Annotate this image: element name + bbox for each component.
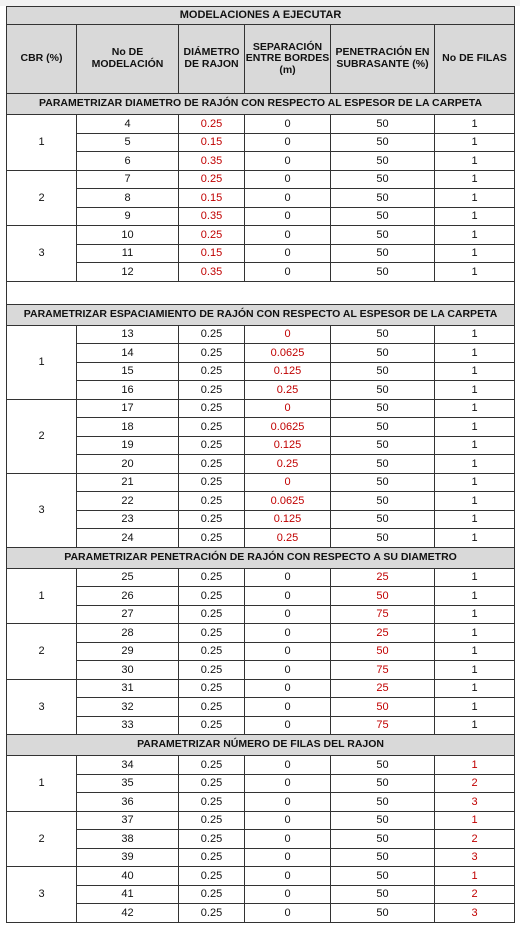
cbr-group: [7, 115, 515, 171]
section-title: PARAMETRIZAR NÚMERO DE FILAS DEL RAJON: [7, 735, 515, 756]
cell-diametro: 0.25: [179, 642, 245, 661]
table-row: [7, 510, 515, 529]
cell-penetracion: 75: [331, 605, 435, 624]
cell-filas: 1: [435, 244, 515, 263]
cell-separacion: 0: [245, 133, 331, 152]
cell-filas: 2: [435, 830, 515, 849]
cell-filas: 1: [435, 568, 515, 587]
column-header-row: [7, 25, 515, 94]
cbr-group: [7, 756, 515, 812]
table-row: [7, 244, 515, 263]
section-3: [7, 547, 515, 568]
cell-no-modelacion: 17: [77, 399, 179, 418]
cell-filas: 1: [435, 207, 515, 226]
cell-diametro: 0.25: [179, 811, 245, 830]
cell-no-modelacion: 22: [77, 492, 179, 511]
cbr-group: [7, 679, 515, 735]
cell-penetracion: 25: [331, 679, 435, 698]
cell-no-modelacion: 23: [77, 510, 179, 529]
cell-diametro: 0.25: [179, 170, 245, 189]
cell-separacion: 0: [245, 811, 331, 830]
cell-penetracion: 50: [331, 133, 435, 152]
cell-diametro: 0.25: [179, 529, 245, 548]
table-row: [7, 587, 515, 606]
cell-penetracion: 50: [331, 207, 435, 226]
cell-no-modelacion: 24: [77, 529, 179, 548]
cell-penetracion: 50: [331, 344, 435, 363]
cell-filas: 3: [435, 904, 515, 923]
table-row: [7, 867, 515, 886]
table-row: [7, 207, 515, 226]
table-row: [7, 492, 515, 511]
cell-diametro: 0.25: [179, 793, 245, 812]
cell-separacion: 0: [245, 848, 331, 867]
table-row: [7, 362, 515, 381]
table-row: [7, 605, 515, 624]
cell-diametro: 0.25: [179, 568, 245, 587]
cell-filas: 1: [435, 226, 515, 245]
cell-filas: 1: [435, 492, 515, 511]
cell-no-modelacion: 31: [77, 679, 179, 698]
cell-separacion: 0: [245, 904, 331, 923]
cell-filas: 1: [435, 811, 515, 830]
cell-penetracion: 50: [331, 867, 435, 886]
spacer-cell: [7, 281, 515, 304]
cell-no-modelacion: 35: [77, 774, 179, 793]
cell-filas: 1: [435, 399, 515, 418]
cell-no-modelacion: 27: [77, 605, 179, 624]
spacer-row: [7, 281, 515, 304]
cell-separacion: 0: [245, 885, 331, 904]
cell-separacion: 0: [245, 226, 331, 245]
cbr-group: [7, 325, 515, 399]
cell-filas: 1: [435, 325, 515, 344]
cell-separacion: 0: [245, 325, 331, 344]
cell-penetracion: 50: [331, 244, 435, 263]
cell-penetracion: 50: [331, 492, 435, 511]
table-row: [7, 848, 515, 867]
cell-cbr: 1: [7, 568, 77, 624]
section-title-row: [7, 735, 515, 756]
cell-penetracion: 50: [331, 811, 435, 830]
cell-diametro: 0.25: [179, 848, 245, 867]
cell-cbr: 3: [7, 867, 77, 923]
cell-no-modelacion: 18: [77, 418, 179, 437]
table-row: [7, 170, 515, 189]
cell-filas: 1: [435, 756, 515, 775]
cell-separacion: 0: [245, 624, 331, 643]
cell-separacion: 0: [245, 587, 331, 606]
cell-diametro: 0.25: [179, 605, 245, 624]
table-row: [7, 115, 515, 134]
cell-separacion: 0.25: [245, 381, 331, 400]
header-penetracion: PENETRACIÓN EN SUBRASANTE (%): [331, 25, 435, 94]
cell-separacion: 0: [245, 830, 331, 849]
cell-separacion: 0: [245, 189, 331, 208]
cell-penetracion: 50: [331, 698, 435, 717]
cell-penetracion: 50: [331, 510, 435, 529]
cell-no-modelacion: 33: [77, 716, 179, 735]
cell-separacion: 0.25: [245, 529, 331, 548]
cell-no-modelacion: 12: [77, 263, 179, 282]
section-title: PARAMETRIZAR PENETRACIÓN DE RAJÓN CON RESPECTO A SU DIAMETRO: [7, 547, 515, 568]
cell-diametro: 0.25: [179, 904, 245, 923]
cell-no-modelacion: 41: [77, 885, 179, 904]
cell-penetracion: 50: [331, 774, 435, 793]
cell-diametro: 0.25: [179, 830, 245, 849]
cell-separacion: 0: [245, 774, 331, 793]
table-row: [7, 133, 515, 152]
cell-diametro: 0.25: [179, 716, 245, 735]
cbr-group: [7, 399, 515, 473]
cell-diametro: 0.25: [179, 492, 245, 511]
table-row: [7, 756, 515, 775]
table-row: [7, 568, 515, 587]
section-title-row: [7, 547, 515, 568]
cell-penetracion: 50: [331, 152, 435, 171]
cell-no-modelacion: 32: [77, 698, 179, 717]
cell-diametro: 0.25: [179, 362, 245, 381]
cell-filas: 1: [435, 510, 515, 529]
cell-filas: 1: [435, 679, 515, 698]
cell-separacion: 0.125: [245, 362, 331, 381]
cell-separacion: 0: [245, 473, 331, 492]
cell-penetracion: 50: [331, 756, 435, 775]
table-row: [7, 226, 515, 245]
cell-no-modelacion: 11: [77, 244, 179, 263]
cell-no-modelacion: 6: [77, 152, 179, 171]
cell-diametro: 0.25: [179, 399, 245, 418]
table-row: [7, 661, 515, 680]
header-diametro: DIÁMETRO DE RAJON: [179, 25, 245, 94]
cell-diametro: 0.25: [179, 115, 245, 134]
table-row: [7, 774, 515, 793]
cell-separacion: 0.25: [245, 455, 331, 474]
cell-diametro: 0.25: [179, 436, 245, 455]
table-row: [7, 698, 515, 717]
cell-diametro: 0.35: [179, 207, 245, 226]
table-row: [7, 473, 515, 492]
cbr-group: [7, 624, 515, 680]
cell-cbr: 2: [7, 399, 77, 473]
table-row: [7, 399, 515, 418]
cell-filas: 1: [435, 642, 515, 661]
header-separacion: SEPARACIÓN ENTRE BORDES (m): [245, 25, 331, 94]
cbr-group: [7, 811, 515, 867]
cell-no-modelacion: 40: [77, 867, 179, 886]
cell-penetracion: 50: [331, 263, 435, 282]
cell-filas: 1: [435, 263, 515, 282]
cell-filas: 1: [435, 605, 515, 624]
cell-filas: 1: [435, 529, 515, 548]
cell-no-modelacion: 10: [77, 226, 179, 245]
header-no-modelacion: No DE MODELACIÓN: [77, 25, 179, 94]
cell-filas: 1: [435, 362, 515, 381]
cell-penetracion: 50: [331, 170, 435, 189]
cell-no-modelacion: 5: [77, 133, 179, 152]
cell-penetracion: 50: [331, 115, 435, 134]
title-row: [7, 7, 515, 25]
cell-no-modelacion: 8: [77, 189, 179, 208]
cell-filas: 1: [435, 661, 515, 680]
cell-separacion: 0: [245, 793, 331, 812]
cell-diametro: 0.25: [179, 344, 245, 363]
cell-separacion: 0: [245, 152, 331, 171]
cell-cbr: 3: [7, 473, 77, 547]
cell-diametro: 0.25: [179, 226, 245, 245]
cell-filas: 1: [435, 344, 515, 363]
table-row: [7, 885, 515, 904]
table-row: [7, 381, 515, 400]
cbr-group: [7, 170, 515, 226]
section-title: PARAMETRIZAR ESPACIAMIENTO DE RAJÓN CON RESPECTO AL ESPESOR DE LA CARPETA: [7, 304, 515, 325]
table-row: [7, 642, 515, 661]
cell-cbr: 3: [7, 226, 77, 282]
table-row: [7, 793, 515, 812]
cell-separacion: 0: [245, 170, 331, 189]
table-row: [7, 455, 515, 474]
cell-diametro: 0.15: [179, 244, 245, 263]
cell-no-modelacion: 25: [77, 568, 179, 587]
cell-penetracion: 50: [331, 381, 435, 400]
cell-no-modelacion: 19: [77, 436, 179, 455]
table-row: [7, 189, 515, 208]
cell-penetracion: 50: [331, 904, 435, 923]
cell-filas: 1: [435, 455, 515, 474]
cell-filas: 3: [435, 793, 515, 812]
cell-diametro: 0.25: [179, 661, 245, 680]
cell-no-modelacion: 42: [77, 904, 179, 923]
section-title-row: [7, 304, 515, 325]
cell-penetracion: 50: [331, 418, 435, 437]
header-cbr: CBR (%): [7, 25, 77, 94]
cell-no-modelacion: 21: [77, 473, 179, 492]
table-row: [7, 344, 515, 363]
cbr-group: [7, 226, 515, 282]
cell-penetracion: 50: [331, 455, 435, 474]
cell-no-modelacion: 13: [77, 325, 179, 344]
cell-separacion: 0: [245, 207, 331, 226]
cell-diametro: 0.25: [179, 418, 245, 437]
cell-filas: 1: [435, 133, 515, 152]
section-title: PARAMETRIZAR DIAMETRO DE RAJÓN CON RESPECTO AL ESPESOR DE LA CARPETA: [7, 94, 515, 115]
table-row: [7, 436, 515, 455]
section-1: [7, 94, 515, 115]
cell-no-modelacion: 20: [77, 455, 179, 474]
cell-filas: 1: [435, 587, 515, 606]
cell-penetracion: 75: [331, 716, 435, 735]
cell-diametro: 0.25: [179, 587, 245, 606]
cell-no-modelacion: 15: [77, 362, 179, 381]
cell-diametro: 0.15: [179, 133, 245, 152]
cell-filas: 3: [435, 848, 515, 867]
cbr-group: [7, 568, 515, 624]
cell-penetracion: 50: [331, 399, 435, 418]
table-row: [7, 263, 515, 282]
cell-filas: 1: [435, 381, 515, 400]
cell-no-modelacion: 7: [77, 170, 179, 189]
cell-diametro: 0.25: [179, 510, 245, 529]
cell-separacion: 0: [245, 605, 331, 624]
cell-cbr: 2: [7, 170, 77, 226]
cell-separacion: 0: [245, 642, 331, 661]
cell-penetracion: 25: [331, 624, 435, 643]
cell-separacion: 0.125: [245, 510, 331, 529]
cell-separacion: 0.125: [245, 436, 331, 455]
cell-separacion: 0.0625: [245, 492, 331, 511]
table-head: [7, 7, 515, 94]
cell-filas: 1: [435, 698, 515, 717]
cell-separacion: 0: [245, 399, 331, 418]
cell-penetracion: 75: [331, 661, 435, 680]
cell-no-modelacion: 39: [77, 848, 179, 867]
cell-no-modelacion: 38: [77, 830, 179, 849]
table-row: [7, 679, 515, 698]
cell-penetracion: 50: [331, 362, 435, 381]
cell-filas: 1: [435, 473, 515, 492]
cell-diametro: 0.25: [179, 698, 245, 717]
cell-diametro: 0.25: [179, 473, 245, 492]
table-row: [7, 152, 515, 171]
cell-cbr: 1: [7, 756, 77, 812]
cell-diametro: 0.35: [179, 152, 245, 171]
cell-cbr: 2: [7, 624, 77, 680]
cell-penetracion: 25: [331, 568, 435, 587]
section-2: [7, 304, 515, 325]
cell-diametro: 0.25: [179, 885, 245, 904]
cell-penetracion: 50: [331, 830, 435, 849]
cell-no-modelacion: 4: [77, 115, 179, 134]
cell-diametro: 0.25: [179, 325, 245, 344]
cell-filas: 1: [435, 436, 515, 455]
cell-separacion: 0: [245, 568, 331, 587]
cell-separacion: 0: [245, 867, 331, 886]
cell-diametro: 0.25: [179, 624, 245, 643]
cell-filas: 1: [435, 115, 515, 134]
cell-penetracion: 50: [331, 642, 435, 661]
cell-diametro: 0.25: [179, 679, 245, 698]
cell-penetracion: 50: [331, 473, 435, 492]
cell-cbr: 3: [7, 679, 77, 735]
spacer: [7, 281, 515, 304]
cell-penetracion: 50: [331, 848, 435, 867]
cbr-group: [7, 473, 515, 547]
cell-diametro: 0.25: [179, 867, 245, 886]
cell-separacion: 0: [245, 756, 331, 775]
header-filas: No DE FILAS: [435, 25, 515, 94]
table-row: [7, 325, 515, 344]
cell-penetracion: 50: [331, 325, 435, 344]
cell-diametro: 0.25: [179, 774, 245, 793]
cell-filas: 1: [435, 716, 515, 735]
cell-penetracion: 50: [331, 885, 435, 904]
cell-diametro: 0.25: [179, 455, 245, 474]
cell-separacion: 0: [245, 661, 331, 680]
cell-separacion: 0: [245, 244, 331, 263]
cell-penetracion: 50: [331, 189, 435, 208]
cell-filas: 1: [435, 624, 515, 643]
cell-no-modelacion: 34: [77, 756, 179, 775]
cell-penetracion: 50: [331, 436, 435, 455]
cell-filas: 1: [435, 418, 515, 437]
cell-diametro: 0.25: [179, 381, 245, 400]
cell-no-modelacion: 37: [77, 811, 179, 830]
table-title: MODELACIONES A EJECUTAR: [7, 7, 515, 25]
cell-diametro: 0.35: [179, 263, 245, 282]
cell-penetracion: 50: [331, 226, 435, 245]
section-4: [7, 735, 515, 756]
cell-no-modelacion: 28: [77, 624, 179, 643]
cell-filas: 2: [435, 885, 515, 904]
cell-filas: 1: [435, 867, 515, 886]
cell-filas: 2: [435, 774, 515, 793]
cell-no-modelacion: 30: [77, 661, 179, 680]
cell-separacion: 0: [245, 679, 331, 698]
cell-no-modelacion: 16: [77, 381, 179, 400]
cell-no-modelacion: 9: [77, 207, 179, 226]
cell-filas: 1: [435, 170, 515, 189]
cell-separacion: 0: [245, 698, 331, 717]
cell-separacion: 0: [245, 115, 331, 134]
cell-separacion: 0.0625: [245, 418, 331, 437]
cell-no-modelacion: 26: [77, 587, 179, 606]
section-title-row: [7, 94, 515, 115]
cbr-group: [7, 867, 515, 923]
cell-separacion: 0: [245, 716, 331, 735]
cell-diametro: 0.25: [179, 756, 245, 775]
cell-cbr: 1: [7, 325, 77, 399]
cell-no-modelacion: 36: [77, 793, 179, 812]
cell-penetracion: 50: [331, 587, 435, 606]
table-row: [7, 529, 515, 548]
cell-filas: 1: [435, 189, 515, 208]
table-row: [7, 716, 515, 735]
cell-penetracion: 50: [331, 529, 435, 548]
modelaciones-table: [6, 6, 515, 923]
cell-no-modelacion: 29: [77, 642, 179, 661]
table-row: [7, 830, 515, 849]
cell-no-modelacion: 14: [77, 344, 179, 363]
table-row: [7, 811, 515, 830]
cell-cbr: 1: [7, 115, 77, 171]
table-row: [7, 904, 515, 923]
cell-separacion: 0: [245, 263, 331, 282]
cell-penetracion: 50: [331, 793, 435, 812]
cell-cbr: 2: [7, 811, 77, 867]
cell-diametro: 0.15: [179, 189, 245, 208]
table-row: [7, 418, 515, 437]
cell-separacion: 0.0625: [245, 344, 331, 363]
table-row: [7, 624, 515, 643]
cell-filas: 1: [435, 152, 515, 171]
